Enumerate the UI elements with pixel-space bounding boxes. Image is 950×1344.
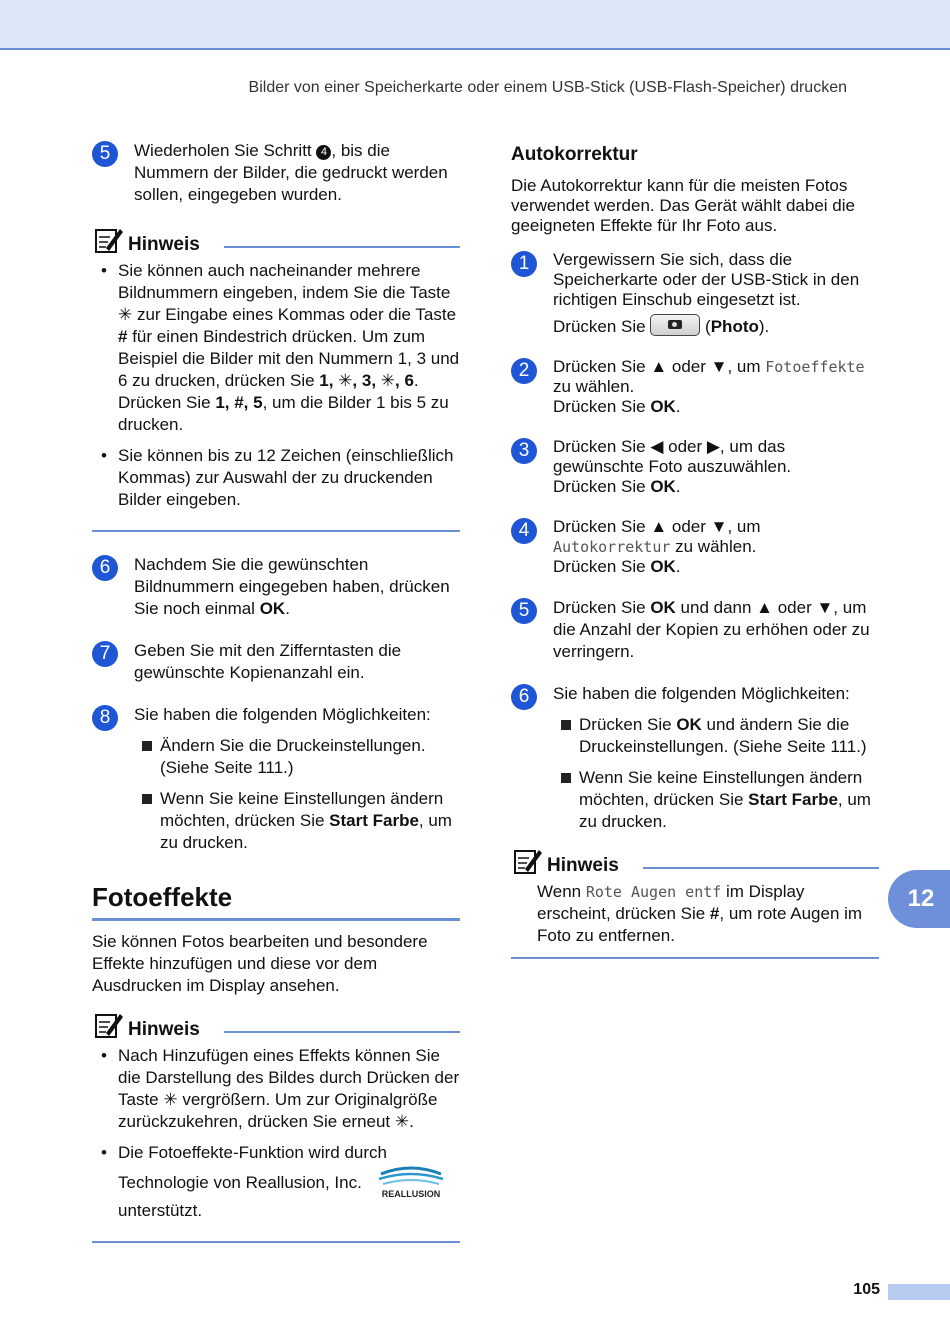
note-rule <box>224 1031 460 1033</box>
step-number: 8 <box>92 705 118 731</box>
step-number: 4 <box>511 518 537 544</box>
subsection-intro: Die Autokorrektur kann für die meisten Fotos verwendet werden. Das Gerät wählt dabei die geeigneten Effekte für Ihr Foto aus. <box>511 176 855 235</box>
option-item: Drücken Sie OK und ändern Sie die Druckeinstellungen. (Siehe Seite 111.) <box>553 714 879 758</box>
step-8: 8 Sie haben die folgenden Möglichkeiten: Ändern Sie die Druckeinstellungen. (Siehe Seite 111.) Wenn Sie keine Einstellungen ändern möchten, drücken Sie Start Farbe, um zu drucken. <box>92 704 460 854</box>
step-3: 3 Drücken Sie ◀ oder ▶, um das gewünschte Foto auszuwählen. Drücken Sie OK. <box>511 437 879 497</box>
step-text: Wiederholen Sie Schritt <box>134 141 317 160</box>
page-number: 105 <box>853 1281 880 1298</box>
top-band <box>0 0 950 50</box>
note-pencil-icon <box>513 847 543 875</box>
note-pencil-icon <box>94 226 124 254</box>
note-box <box>92 226 460 532</box>
step-number: 6 <box>92 555 118 581</box>
left-column <box>92 140 460 1265</box>
running-header: Bilder von einer Speicherkarte oder einem USB-Stick (USB-Flash-Speicher) drucken <box>248 79 847 96</box>
right-column <box>511 140 879 981</box>
list-item: • Die Fotoeffekte-Funktion wird durch Technologie von Reallusion, Inc. REALLUSION unterstützt. <box>92 1142 460 1222</box>
camera-key-icon <box>650 314 700 336</box>
note-title: Hinweis <box>547 855 619 876</box>
option-item: Wenn Sie keine Einstellungen ändern möchten, drücken Sie Start Farbe, um zu drucken. <box>553 767 879 833</box>
step-ref-badge: 4 <box>316 145 331 160</box>
section-title: Fotoeffekte <box>92 882 460 921</box>
note-rule <box>224 246 460 248</box>
option-item: Wenn Sie keine Einstellungen ändern möchten, drücken Sie Start Farbe, um zu drucken. <box>134 788 460 854</box>
note-box <box>511 847 879 959</box>
step-number: 7 <box>92 641 118 667</box>
list-item: • Sie können bis zu 12 Zeichen (einschließlich Kommas) zur Auswahl der zu druckenden Bilder eingeben. <box>92 445 460 511</box>
step-5 <box>92 140 460 206</box>
section-intro: Sie können Fotos bearbeiten und besondere Effekte hinzufügen und diese vor dem Ausdrucken im Display ansehen. <box>92 932 428 995</box>
subsection-title: Autokorrektur <box>511 144 638 165</box>
step-text: , bis die Nummern der Bilder, die gedruckt werden sollen, eingegeben wurden. <box>134 141 448 204</box>
note-title: Hinweis <box>128 1019 200 1040</box>
option-item: Ändern Sie die Druckeinstellungen. (Siehe Seite 111.) <box>134 735 460 779</box>
chapter-tab: 12 <box>888 870 950 928</box>
step-number: 5 <box>511 598 537 624</box>
list-item: • Sie können auch nacheinander mehrere Bildnummern eingeben, indem Sie die Taste ✳ zur Eingabe eines Kommas oder die Taste # für einen Bindestrich drücken. Um zum Beispiel die Bilder mit den Nummern 1, 3 und 6 zu drucken, drücken Sie 1, ✳, 3, ✳, 6. Drücken Sie 1, #, 5, um die Bilder 1 bis 5 zu drucken. <box>92 260 460 436</box>
step-4: 4 Drücken Sie ▲ oder ▼, um Autokorrektur zu wählen. Drücken Sie OK. <box>511 517 879 577</box>
note-pencil-icon <box>94 1011 124 1039</box>
svg-text:REALLUSION: REALLUSION <box>381 1189 440 1199</box>
reallusion-logo <box>373 1164 449 1200</box>
step-5-right: 5 Drücken Sie OK und dann ▲ oder ▼, um die Anzahl der Kopien zu erhöhen oder zu verringern. <box>511 597 879 663</box>
step-6-right: 6 Sie haben die folgenden Möglichkeiten: Drücken Sie OK und ändern Sie die Druckeinstellungen. (Siehe Seite 111.) Wenn Sie keine Einstellungen ändern möchten, drücken Sie Start Farbe, um zu drucken. <box>511 683 879 833</box>
list-item: • Nach Hinzufügen eines Effekts können Sie die Darstellung des Bildes durch Drücken der Taste ✳ vergrößern. Um zur Originalgröße zurückzukehren, drücken Sie erneut ✳. <box>92 1045 460 1133</box>
step-7: 7 Geben Sie mit den Zifferntasten die gewünschte Kopienanzahl ein. <box>92 640 460 684</box>
step-number: 6 <box>511 684 537 710</box>
step-1: 1 Vergewissern Sie sich, dass die Speicherkarte oder der USB-Stick in den richtigen Einschub eingesetzt ist. Drücken Sie (Photo). <box>511 250 879 337</box>
step-6: 6 Nachdem Sie die gewünschten Bildnummern eingegeben haben, drücken Sie noch einmal OK. <box>92 554 460 620</box>
step-number: 3 <box>511 438 537 464</box>
note-rule <box>643 867 879 869</box>
page-bar <box>888 1284 950 1300</box>
step-number: 5 <box>92 141 118 167</box>
step-2: 2 Drücken Sie ▲ oder ▼, um Fotoeffekte zu wählen. Drücken Sie OK. <box>511 357 879 417</box>
note-title: Hinweis <box>128 234 200 255</box>
step-number: 2 <box>511 358 537 384</box>
step-number: 1 <box>511 251 537 277</box>
note-box <box>92 1011 460 1243</box>
note-text: Wenn Rote Augen entf im Display erscheint, drücken Sie #, um rote Augen im Foto zu entfernen. <box>537 882 863 945</box>
